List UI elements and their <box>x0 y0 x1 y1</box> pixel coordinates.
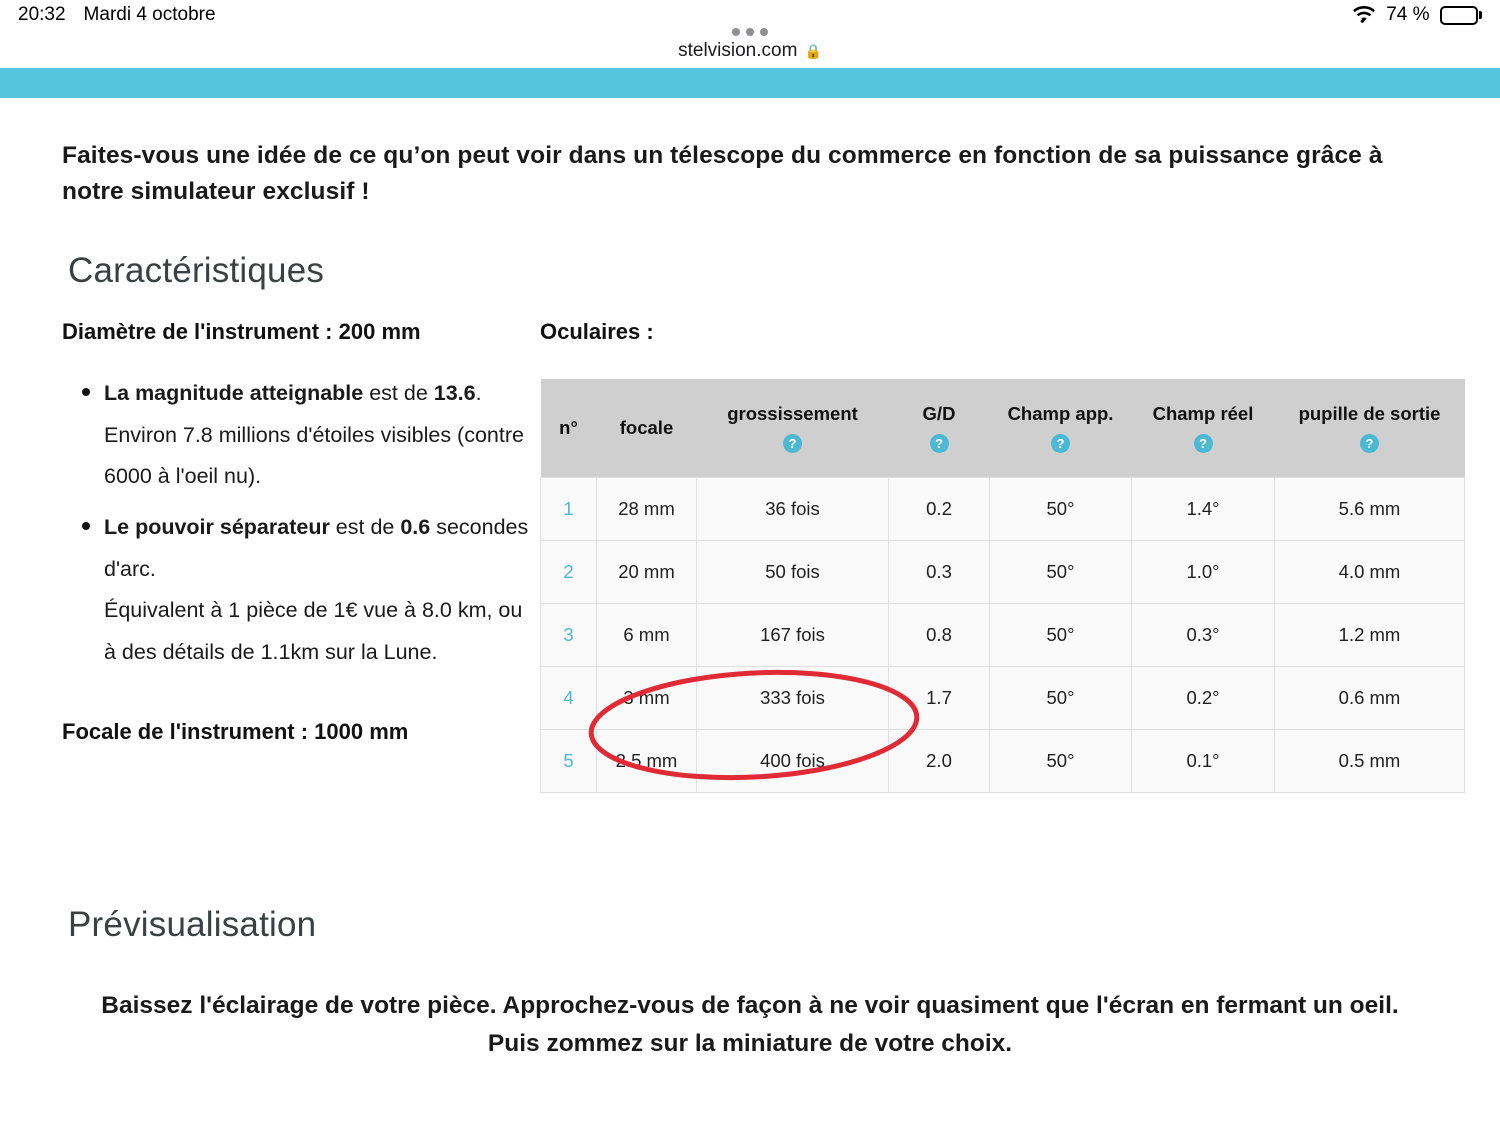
cell-grossissement: 400 fois <box>697 729 889 792</box>
characteristics-columns <box>62 319 1441 793</box>
oculaires-label: Oculaires : <box>540 319 654 345</box>
cell-champ-reel: 0.2° <box>1132 666 1275 729</box>
list-item <box>104 373 540 497</box>
col-header-gd-label: G/D <box>922 402 956 424</box>
table-row <box>541 603 1465 666</box>
pouvoir-value: 0.6 <box>400 515 431 540</box>
cell-focale: 6 mm <box>597 603 697 666</box>
col-header-champ-app <box>990 379 1132 477</box>
help-icon-pupille[interactable]: ? <box>1360 434 1379 453</box>
table-body <box>541 477 1465 792</box>
address-bar[interactable] <box>678 40 822 62</box>
status-time: 20:32 <box>18 4 66 25</box>
cell-pupille: 4.0 mm <box>1275 540 1465 603</box>
magnitude-end: . <box>475 381 482 406</box>
col-header-gd <box>889 379 990 477</box>
col-header-champ-app-label: Champ app. <box>1007 402 1114 424</box>
magnitude-detail: Environ 7.8 millions d'étoiles visibles (contre 6000 à l'oeil nu). <box>104 422 524 488</box>
cell-champ-reel: 1.4° <box>1132 477 1275 540</box>
specs-list <box>62 373 540 673</box>
list-item <box>104 507 540 673</box>
cell-champ-reel: 0.3° <box>1132 603 1275 666</box>
cell-gd: 0.3 <box>889 540 990 603</box>
page-title: Caractéristiques <box>68 251 325 291</box>
lock-icon: 🔒 <box>804 42 822 59</box>
cell-pupille: 1.2 mm <box>1275 603 1465 666</box>
col-header-focale-label: focale <box>619 416 674 438</box>
site-header-bar <box>0 68 1500 98</box>
cell-grossissement: 50 fois <box>697 540 889 603</box>
col-header-champ-reel <box>1132 379 1275 477</box>
battery-icon <box>1440 6 1483 25</box>
cell-focale: 3 mm <box>597 666 697 729</box>
help-icon-champ-reel[interactable]: ? <box>1194 434 1213 453</box>
col-header-grossissement <box>697 379 889 477</box>
table-row <box>541 477 1465 540</box>
pouvoir-detail: Équivalent à 1 pièce de 1€ vue à 8.0 km, ou à des détails de 1.1km sur la Lune. <box>104 598 523 664</box>
table-row <box>541 540 1465 603</box>
pouvoir-mid: est de <box>329 515 401 540</box>
cell-gd: 0.2 <box>889 477 990 540</box>
ipad-status-bar <box>0 0 1500 30</box>
battery-percent-label: 74 % <box>1386 4 1430 25</box>
cell-numero: 1 <box>541 477 597 540</box>
cell-gd: 1.7 <box>889 666 990 729</box>
cell-pupille: 0.6 mm <box>1275 666 1465 729</box>
cell-numero: 2 <box>541 540 597 603</box>
help-icon-champ-app[interactable]: ? <box>1051 434 1070 453</box>
col-header-focale <box>597 379 697 477</box>
col-header-pupille-label: pupille de sortie <box>1298 402 1441 424</box>
cell-gd: 2.0 <box>889 729 990 792</box>
cell-pupille: 0.5 mm <box>1275 729 1465 792</box>
three-dots-icon[interactable] <box>732 28 768 36</box>
url-text: stelvision.com <box>678 40 798 61</box>
focale-label: Focale de l'instrument : 1000 mm <box>62 719 409 745</box>
table-head <box>541 379 1465 477</box>
right-column <box>540 319 1465 793</box>
pouvoir-separateur-label: Le pouvoir séparateur <box>104 515 330 540</box>
cell-focale: 2.5 mm <box>597 729 697 792</box>
cell-grossissement: 333 fois <box>697 666 889 729</box>
table-header-row <box>541 379 1465 477</box>
left-column <box>62 319 540 793</box>
col-header-pupille <box>1275 379 1465 477</box>
col-header-numero-label: n° <box>559 416 578 438</box>
cell-champ-app: 50° <box>990 729 1132 792</box>
cell-focale: 28 mm <box>597 477 697 540</box>
cell-champ-app: 50° <box>990 540 1132 603</box>
table-row <box>541 666 1465 729</box>
col-header-numero <box>541 379 597 477</box>
page-content <box>0 138 1500 1062</box>
cell-champ-reel: 0.1° <box>1132 729 1275 792</box>
previsualisation-text: Baissez l'éclairage de votre pièce. Approchez-vous de façon à ne voir quasiment que l'écran en fermant un oeil. Puis zommez sur la miniature de votre choix. <box>101 991 1399 1057</box>
status-right-group <box>1352 4 1482 26</box>
cell-numero: 4 <box>541 666 597 729</box>
cell-champ-reel: 1.0° <box>1132 540 1275 603</box>
diametre-label: Diamètre de l'instrument : 200 mm <box>62 319 421 345</box>
status-date: Mardi 4 octobre <box>83 4 216 25</box>
previsualisation-title: Prévisualisation <box>68 904 317 944</box>
help-icon-grossissement[interactable]: ? <box>783 434 802 453</box>
cell-focale: 20 mm <box>597 540 697 603</box>
oculaires-table <box>540 379 1465 793</box>
magnitude-mid: est de <box>363 381 434 406</box>
cell-grossissement: 167 fois <box>697 603 889 666</box>
col-header-grossissement-label: grossissement <box>727 402 858 424</box>
table-row <box>541 729 1465 792</box>
cell-numero: 5 <box>541 729 597 792</box>
cell-champ-app: 50° <box>990 603 1132 666</box>
cell-numero: 3 <box>541 603 597 666</box>
magnitude-value: 13.6 <box>433 381 476 406</box>
magnitude-label: La magnitude atteignable <box>104 381 364 406</box>
cell-pupille: 5.6 mm <box>1275 477 1465 540</box>
cell-champ-app: 50° <box>990 666 1132 729</box>
cell-grossissement: 36 fois <box>697 477 889 540</box>
col-header-champ-reel-label: Champ réel <box>1152 402 1254 424</box>
cell-gd: 0.8 <box>889 603 990 666</box>
wifi-icon <box>1352 6 1376 24</box>
cell-champ-app: 50° <box>990 477 1132 540</box>
status-left-group <box>18 4 216 26</box>
help-icon-gd[interactable]: ? <box>930 434 949 453</box>
browser-top-bar <box>0 30 1500 68</box>
intro-paragraph: Faites-vous une idée de ce qu’on peut voir dans un télescope du commerce en fonction de sa puissance grâce à notre simulateur exclusif ! <box>62 142 1383 205</box>
pouvoir-end: secondes d'arc. <box>104 515 529 581</box>
